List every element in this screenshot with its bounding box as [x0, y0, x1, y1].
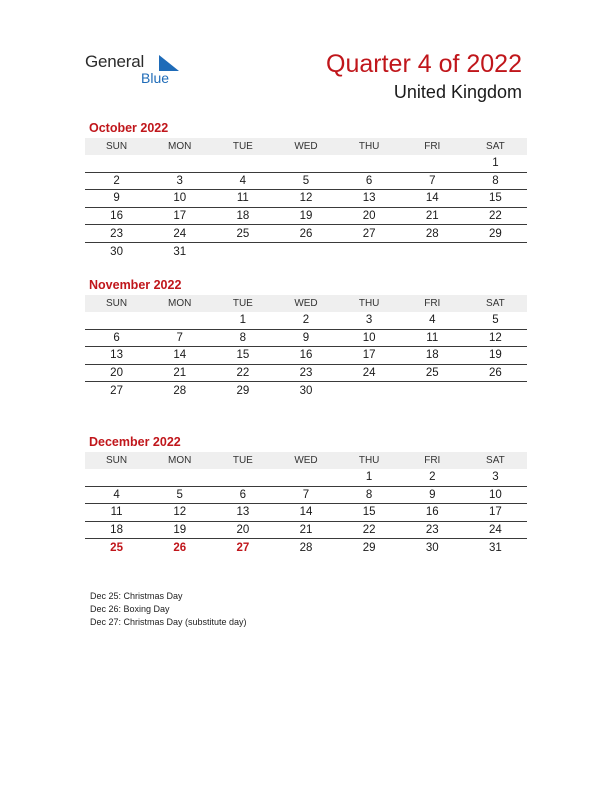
- day-cell: 5: [302, 174, 310, 187]
- holiday-notes: [90, 590, 247, 629]
- day-cell: 12: [299, 192, 313, 205]
- day-cell: 20: [362, 210, 376, 223]
- day-cell: 18: [236, 210, 250, 223]
- day-cell: 31: [173, 245, 187, 258]
- day-cell: 12: [489, 331, 502, 344]
- day-cell: 27: [236, 542, 250, 555]
- logo-blue-text: Blue: [141, 70, 170, 86]
- day-cell: 7: [176, 331, 183, 344]
- day-cell: 15: [362, 506, 376, 519]
- weekday-label: SUN: [106, 141, 128, 152]
- country-name: United Kingdom: [393, 82, 522, 102]
- day-cell: 7: [429, 174, 436, 187]
- day-cell: 10: [173, 192, 187, 205]
- day-cell: 15: [489, 192, 502, 205]
- weekday-label: SAT: [486, 141, 505, 152]
- day-cell: 29: [489, 227, 502, 240]
- day-cell: 26: [299, 227, 313, 240]
- week-row: [85, 243, 527, 261]
- day-cell: 16: [110, 210, 123, 223]
- day-cell: 6: [365, 174, 373, 187]
- day-cell: 2: [302, 314, 310, 327]
- weekday-label: TUE: [232, 141, 253, 152]
- holiday-note: Dec 27: Christmas Day (substitute day): [90, 617, 247, 627]
- weekday-label: WED: [294, 141, 318, 152]
- day-cell: 27: [362, 227, 376, 240]
- weekday-label: SUN: [106, 455, 128, 466]
- day-cell: 25: [110, 542, 123, 555]
- weekday-label: SAT: [486, 298, 505, 309]
- day-cell: 4: [113, 488, 120, 501]
- weekday-label: WED: [294, 455, 318, 466]
- day-cell: 6: [113, 331, 120, 344]
- day-cell: 31: [489, 542, 502, 555]
- day-cell: 26: [489, 367, 502, 380]
- weeks-container: [85, 155, 527, 261]
- logo: [85, 52, 185, 88]
- day-cell: 30: [110, 245, 123, 258]
- week-row: [85, 330, 527, 348]
- day-cell: 21: [425, 210, 439, 223]
- day-cell: 11: [236, 192, 249, 205]
- day-cell: 19: [173, 524, 187, 537]
- day-cell: 20: [110, 367, 123, 380]
- weekday-label: WED: [294, 298, 318, 309]
- weeks-container: [85, 469, 527, 557]
- weekday-label: THU: [358, 455, 380, 466]
- day-cell: 28: [425, 227, 439, 240]
- day-cell: 21: [173, 367, 187, 380]
- day-cell: 29: [362, 542, 376, 555]
- weekday-label: SAT: [486, 455, 505, 466]
- day-cell: 10: [362, 331, 376, 344]
- weekday-label: MON: [168, 455, 192, 466]
- day-cell: 22: [362, 524, 376, 537]
- day-cell: 9: [302, 331, 310, 344]
- week-row: [85, 522, 527, 540]
- day-cell: 17: [173, 210, 187, 223]
- week-row: [85, 365, 527, 383]
- day-cell: 27: [110, 385, 123, 398]
- day-cell: 11: [110, 506, 123, 519]
- day-cell: 11: [426, 331, 439, 344]
- month-calendar-october: [85, 121, 527, 261]
- weekday-header-row: [85, 295, 527, 312]
- day-cell: 16: [425, 506, 439, 519]
- day-cell: 5: [492, 314, 499, 327]
- day-cell: 9: [429, 488, 436, 501]
- day-cell: 4: [429, 314, 436, 327]
- week-row: [85, 173, 527, 191]
- day-cell: 30: [299, 385, 313, 398]
- day-cell: 1: [365, 471, 373, 484]
- week-row: [85, 225, 527, 243]
- day-cell: 14: [299, 506, 313, 519]
- weekday-label: TUE: [232, 298, 253, 309]
- week-row: [85, 190, 527, 208]
- month-calendar-december: [85, 435, 527, 557]
- day-cell: 8: [365, 488, 373, 501]
- day-cell: 1: [239, 314, 247, 327]
- day-cell: 28: [173, 385, 187, 398]
- day-cell: 5: [176, 488, 183, 501]
- week-row: [85, 312, 527, 330]
- month-title: October 2022: [89, 121, 169, 135]
- logo-triangle-icon: [159, 55, 179, 71]
- page-title: Quarter 4 of 2022: [326, 50, 522, 78]
- day-cell: 19: [299, 210, 313, 223]
- day-cell: 18: [110, 524, 123, 537]
- week-row: [85, 382, 527, 400]
- day-cell: 19: [489, 349, 502, 362]
- weekday-header-row: [85, 138, 527, 155]
- day-cell: 23: [110, 227, 123, 240]
- day-cell: 22: [236, 367, 250, 380]
- day-cell: 2: [113, 174, 120, 187]
- day-cell: 8: [492, 174, 499, 187]
- day-cell: 3: [365, 314, 373, 327]
- month-calendar-november: [85, 278, 527, 400]
- weekday-label: THU: [358, 298, 380, 309]
- weekday-label: TUE: [232, 455, 253, 466]
- week-row: [85, 504, 527, 522]
- weekday-label: THU: [358, 141, 380, 152]
- weekday-header-row: [85, 452, 527, 469]
- day-cell: 10: [489, 488, 502, 501]
- day-cell: 14: [425, 192, 439, 205]
- day-cell: 22: [489, 210, 502, 223]
- holiday-note: Dec 26: Boxing Day: [90, 604, 170, 614]
- weeks-container: [85, 312, 527, 400]
- logo-general-text: General: [85, 52, 145, 71]
- day-cell: 6: [239, 488, 247, 501]
- day-cell: 18: [425, 349, 439, 362]
- day-cell: 17: [362, 349, 376, 362]
- day-cell: 26: [173, 542, 187, 555]
- day-cell: 12: [173, 506, 187, 519]
- week-row: [85, 469, 527, 487]
- day-cell: 30: [425, 542, 439, 555]
- month-title: November 2022: [89, 278, 182, 292]
- week-row: [85, 155, 527, 173]
- day-cell: 24: [362, 367, 376, 380]
- week-row: [85, 347, 527, 365]
- day-cell: 4: [239, 174, 247, 187]
- day-cell: 15: [236, 349, 250, 362]
- day-cell: 25: [236, 227, 250, 240]
- weekday-label: MON: [168, 141, 192, 152]
- day-cell: 2: [429, 471, 436, 484]
- day-cell: 8: [239, 331, 247, 344]
- weekday-label: FRI: [424, 298, 441, 309]
- weekday-label: MON: [168, 298, 192, 309]
- day-cell: 3: [492, 471, 499, 484]
- day-cell: 1: [492, 157, 499, 170]
- day-cell: 23: [299, 367, 313, 380]
- day-cell: 9: [113, 192, 120, 205]
- day-cell: 7: [302, 488, 310, 501]
- week-row: [85, 487, 527, 505]
- weekday-label: FRI: [424, 141, 441, 152]
- week-row: [85, 539, 527, 557]
- day-cell: 14: [173, 349, 187, 362]
- day-cell: 13: [110, 349, 123, 362]
- day-cell: 28: [299, 542, 313, 555]
- month-title: December 2022: [89, 435, 181, 449]
- holiday-note: Dec 25: Christmas Day: [90, 591, 183, 601]
- weekday-label: SUN: [106, 298, 128, 309]
- day-cell: 20: [236, 524, 250, 537]
- day-cell: 21: [299, 524, 313, 537]
- week-row: [85, 208, 527, 226]
- day-cell: 16: [299, 349, 313, 362]
- day-cell: 3: [176, 174, 183, 187]
- day-cell: 25: [425, 367, 439, 380]
- day-cell: 13: [236, 506, 250, 519]
- day-cell: 29: [236, 385, 250, 398]
- day-cell: 24: [489, 524, 502, 537]
- weekday-label: FRI: [424, 455, 441, 466]
- day-cell: 23: [425, 524, 439, 537]
- day-cell: 24: [173, 227, 187, 240]
- day-cell: 17: [489, 506, 502, 519]
- day-cell: 13: [362, 192, 376, 205]
